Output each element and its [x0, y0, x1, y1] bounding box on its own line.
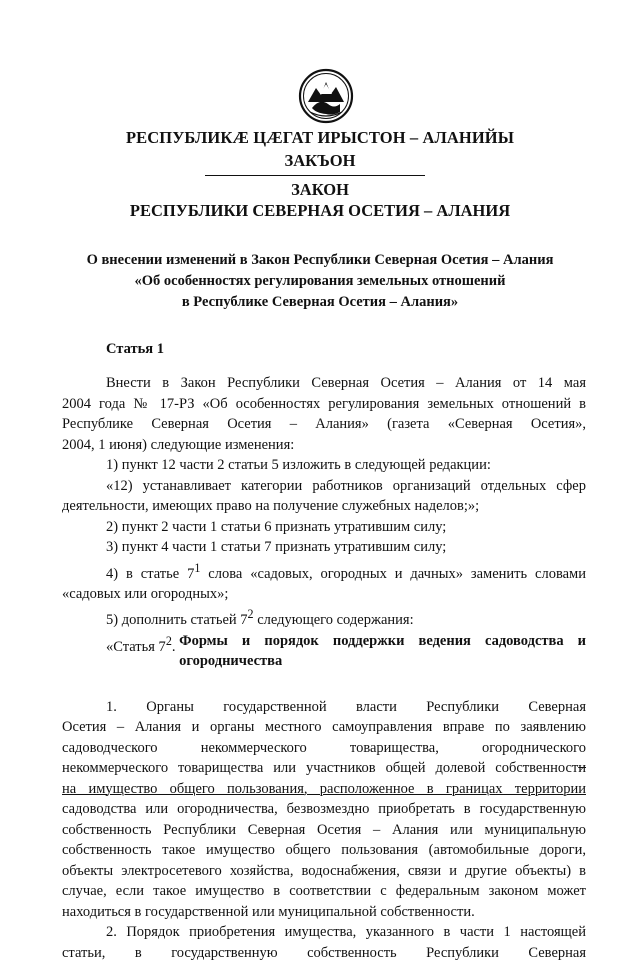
text-line: некоммерческого товарищества или участников общей долевой собственности [62, 760, 586, 777]
text-line: «садовых или огородных»; [62, 585, 229, 602]
text-line: случае, если такое имущество в соответствии с федеральным законом может [62, 883, 586, 900]
list-item: 4) в статье $7^1$ слова «садовых, огородных и дачных» заменить словами [106, 560, 586, 582]
subject-line: в Республике Северная Осетия – Алания» [181, 294, 459, 310]
russian-republic-title: РЕСПУБЛИКИ СЕВЕРНАЯ ОСЕТИЯ – АЛАНИЯ [129, 201, 511, 220]
russian-law-label: ЗАКОН [291, 180, 349, 199]
new-article-title: огородничества [179, 653, 283, 670]
text-line: 2004 года № 17-РЗ «Об особенностях регулирования земельных отношений в [62, 395, 586, 412]
article-heading: Статья 1 [106, 341, 164, 357]
text-line: садоводства или огородничества, безвозмездно приобретать в государственную [62, 801, 586, 818]
list-item: 2) пункт 2 части 1 статьи 6 признать утратившим силу; [106, 518, 447, 535]
republic-emblem-icon [298, 68, 354, 124]
ossetian-law-label: ЗАКЪОН [284, 151, 356, 170]
law-subject [60, 250, 580, 313]
list-item: 1) пункт 12 части 2 статьи 5 изложить в следующей редакции: [106, 457, 491, 473]
text-line: на имущество общего пользования, расположенное в границах территории [62, 780, 586, 797]
text-line: 2. Порядок приобретения имущества, указанного в части 1 настоящей [106, 924, 586, 941]
title-divider [205, 175, 425, 176]
subject-line: «Об особенностях регулирования земельных отношений [134, 273, 506, 289]
text-line: садоводческого некоммерческого товарищества, огороднического [62, 739, 586, 756]
list-item: 3) пункт 4 части 1 статьи 7 признать утратившим силу; [106, 539, 447, 555]
subject-line: О внесении изменений в Закон Республики Северная Осетия – Алания [86, 252, 554, 268]
ossetian-republic-title: РЕСПУБЛИКÆ ЦÆГАТ ИРЫСТОН – АЛАНИЙЫ [125, 128, 514, 147]
text-line: «12) устанавливает категории работников организаций отдельных сфер [106, 477, 586, 494]
text-line: Республике Северная Осетия – Алания» (газета «Северная Осетия», [62, 416, 586, 432]
text-line: статьи, в государственную собственность Республики Северная [62, 944, 586, 961]
text-line: объекты электросетевого хозяйства, водоснабжения, связи и другие объекты) в [62, 862, 586, 879]
new-article-title: Формы и порядок поддержки ведения садоводства и [179, 632, 586, 649]
text-line: деятельности, имеющих право на получение служебных наделов;»; [62, 498, 480, 514]
text-line: 1. Органы государственной власти Республики Северная [106, 698, 586, 715]
new-article-heading: «Статья $7^2$. Формы и порядок поддержки ведения садоводства и огородничества [62, 631, 586, 672]
text-line: собственность такое имущество общего пользования (автомобильные дороги, [62, 842, 586, 859]
article-body [62, 373, 586, 963]
text-line: находиться в государственной или муниципальной собственности. [62, 903, 475, 920]
list-item: 5) дополнить статьей $7^2$ следующего содержания: [106, 607, 414, 629]
text-line: Осетия – Алания и органы местного самоуправления вправе по заявлению [62, 719, 586, 736]
text-line: 2004, 1 июня) следующие изменения: [62, 436, 295, 453]
text-line: собственность Республики Северная Осетия – Алания или муниципальную [62, 821, 586, 838]
text-line: Внести в Закон Республики Северная Осетия – Алания от 14 мая [106, 375, 586, 391]
